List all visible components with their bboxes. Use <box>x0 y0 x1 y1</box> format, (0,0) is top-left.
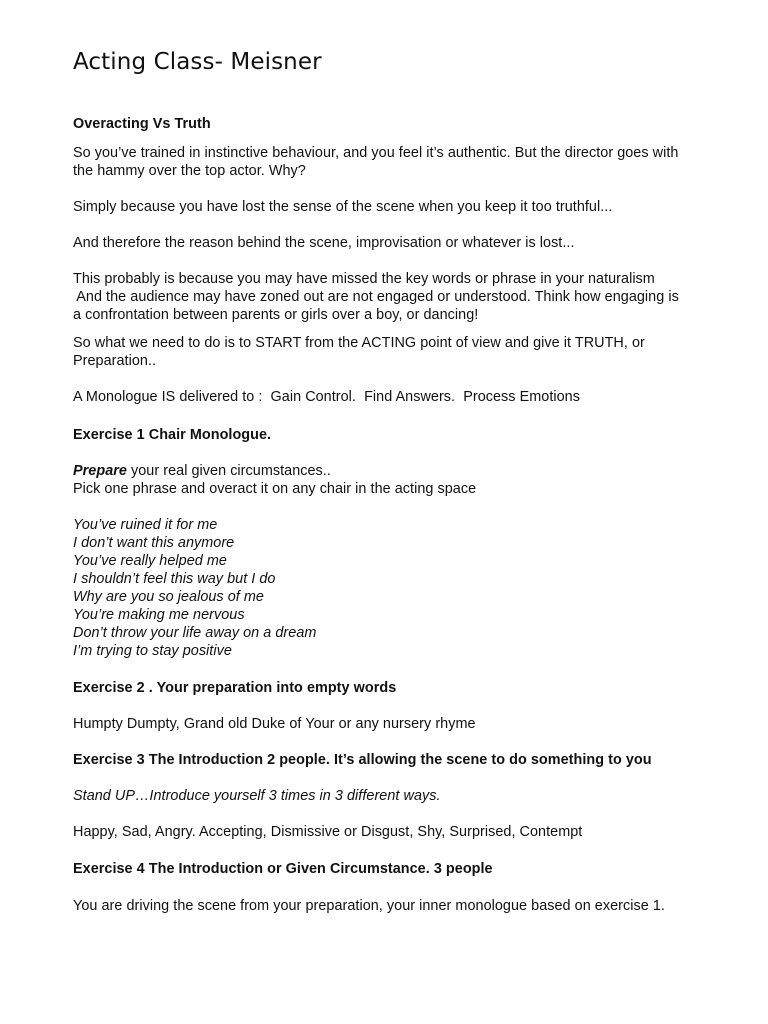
section-heading-overacting: Overacting Vs Truth <box>73 116 211 132</box>
document-title: Acting Class- Meisner <box>73 49 322 75</box>
paragraph-2: Simply because you have lost the sense of the scene when you keep it too truthful... <box>73 199 613 215</box>
exercise-2-heading: Exercise 2 . Your preparation into empty words <box>73 680 397 696</box>
paragraph-1-line-2: the hammy over the top actor. Why? <box>73 163 306 179</box>
prepare-rest: your real given circumstances.. <box>126 463 331 479</box>
exercise-3-instruction: Stand UP…Introduce yourself 3 times in 3 different ways. <box>73 788 441 804</box>
paragraph-4-line-3: a confrontation between parents or girls over a boy, or dancing! <box>73 307 479 323</box>
phrase-item: You’re making me nervous <box>73 607 245 623</box>
phrase-item: You’ve ruined it for me <box>73 517 218 533</box>
exercise-1-instruction: Pick one phrase and overact it on any chair in the acting space <box>73 481 477 497</box>
phrase-item: Don’t throw your life away on a dream <box>73 625 317 641</box>
phrase-item: I don’t want this anymore <box>73 535 235 551</box>
paragraph-1-line-1: So you’ve trained in instinctive behaviour, and you feel it’s authentic. But the director goes with <box>73 145 679 161</box>
phrase-item: Why are you so jealous of me <box>73 589 264 605</box>
exercise-3-heading: Exercise 3 The Introduction 2 people. It’s allowing the scene to do something to you <box>73 752 652 768</box>
paragraph-5-line-1: So what we need to do is to START from the ACTING point of view and give it TRUTH, or <box>73 335 645 351</box>
phrase-item: I’m trying to stay positive <box>73 643 232 659</box>
phrase-item: You’ve really helped me <box>73 553 227 569</box>
exercise-2-text: Humpty Dumpty, Grand old Duke of Your or any nursery rhyme <box>73 716 476 732</box>
exercise-4-heading: Exercise 4 The Introduction or Given Circumstance. 3 people <box>73 861 493 877</box>
paragraph-5-line-2: Preparation.. <box>73 353 157 369</box>
paragraph-3: And therefore the reason behind the scene, improvisation or whatever is lost... <box>73 235 575 251</box>
exercise-1-prepare-line <box>73 462 331 480</box>
paragraph-4-line-2: And the audience may have zoned out are not engaged or understood. Think how engaging is <box>73 289 679 305</box>
exercise-4-text: You are driving the scene from your preparation, your inner monologue based on exercise 1. <box>73 898 665 914</box>
exercise-3-emotions: Happy, Sad, Angry. Accepting, Dismissive or Disgust, Shy, Surprised, Contempt <box>73 824 583 840</box>
exercise-1-heading: Exercise 1 Chair Monologue. <box>73 427 272 443</box>
phrase-item: I shouldn’t feel this way but I do <box>73 571 276 587</box>
paragraph-6: A Monologue IS delivered to : Gain Control. Find Answers. Process Emotions <box>73 389 580 405</box>
prepare-word: Prepare <box>73 463 127 479</box>
paragraph-4-line-1: This probably is because you may have missed the key words or phrase in your naturalism <box>73 271 655 287</box>
